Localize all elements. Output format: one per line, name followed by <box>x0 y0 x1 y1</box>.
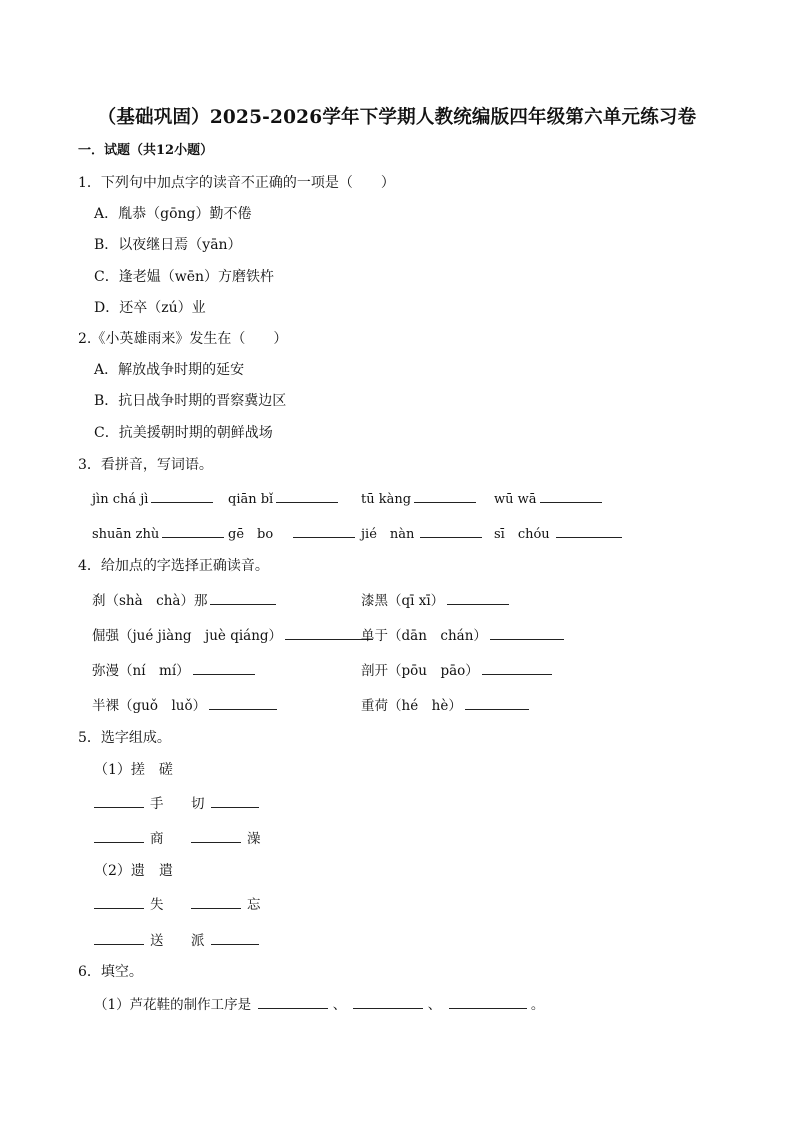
separator: 、 <box>427 997 442 1013</box>
reading-text: 刹（shà chà）那 <box>92 593 208 609</box>
reading-text: 单于（dān chán） <box>361 628 487 644</box>
answer-blank[interactable] <box>94 930 144 945</box>
question-5-part-2: （2）遗 遣 <box>94 863 173 879</box>
reading-item <box>361 625 564 646</box>
pinyin-item <box>228 488 338 510</box>
reading-text: 漆黑（qī xī） <box>361 593 445 609</box>
answer-blank[interactable] <box>540 488 602 503</box>
question-1-option-d[interactable]: D．还卒（zú）业 <box>94 300 206 316</box>
question-3-stem: 3．看拼音，写词语。 <box>78 457 213 473</box>
answer-blank[interactable] <box>94 793 144 808</box>
answer-blank[interactable] <box>490 625 564 640</box>
reading-item <box>92 590 276 611</box>
pinyin-item <box>92 523 224 545</box>
compose-item <box>191 828 261 849</box>
compose-item <box>94 793 164 814</box>
pinyin-item <box>494 488 602 510</box>
answer-blank[interactable] <box>285 625 373 640</box>
pinyin-text: gē bo <box>228 527 274 542</box>
answer-blank[interactable] <box>276 488 338 503</box>
compose-char: 切 <box>191 796 205 812</box>
pinyin-text: wū wā <box>494 492 537 507</box>
answer-blank[interactable] <box>191 828 241 843</box>
pinyin-text: jìn chá jì <box>92 492 149 507</box>
compose-char: 澡 <box>247 831 261 847</box>
reading-item <box>361 590 509 611</box>
answer-blank[interactable] <box>94 828 144 843</box>
compose-char: 商 <box>150 831 164 847</box>
fill-in-line <box>94 994 544 1015</box>
question-1-option-a[interactable]: A．胤恭（gōng）勤不倦 <box>94 206 252 222</box>
question-2-option-c[interactable]: C．抗美援朝时期的朝鲜战场 <box>94 425 273 441</box>
compose-item <box>94 930 164 951</box>
pinyin-text: shuān zhù <box>92 527 160 542</box>
reading-text: 重荷（hé hè） <box>361 698 462 714</box>
question-5-part-1: （1）搓 磋 <box>94 762 173 778</box>
section-heading: 一．试题（共12小题） <box>78 143 214 158</box>
reading-item <box>92 660 255 681</box>
pinyin-text: tū kàng <box>361 492 412 507</box>
answer-blank[interactable] <box>465 695 529 710</box>
page-title: （基础巩固）2025-2026学年下学期人教统编版四年级第六单元练习卷 <box>97 107 697 128</box>
answer-blank[interactable] <box>258 994 328 1009</box>
reading-text: 剖开（pōu pāo） <box>361 663 479 679</box>
pinyin-item <box>92 488 213 510</box>
question-2-stem: 2.《小英雄雨来》发生在（ ） <box>78 331 288 347</box>
answer-blank[interactable] <box>556 523 622 538</box>
compose-item <box>94 894 164 915</box>
answer-blank[interactable] <box>482 660 552 675</box>
question-2-option-a[interactable]: A．解放战争时期的延安 <box>94 362 245 378</box>
period: 。 <box>530 997 545 1013</box>
answer-blank[interactable] <box>447 590 509 605</box>
answer-blank[interactable] <box>353 994 423 1009</box>
reading-item <box>361 660 552 681</box>
fill-in-text: （1）芦花鞋的制作工序是 <box>94 997 252 1013</box>
compose-char: 忘 <box>247 897 261 913</box>
pinyin-item <box>228 523 355 545</box>
pinyin-item <box>361 488 476 510</box>
compose-item <box>191 793 259 814</box>
compose-item <box>191 930 259 951</box>
answer-blank[interactable] <box>162 523 224 538</box>
compose-char: 送 <box>150 933 164 949</box>
answer-blank[interactable] <box>191 894 241 909</box>
separator: 、 <box>332 997 347 1013</box>
answer-blank[interactable] <box>193 660 255 675</box>
answer-blank[interactable] <box>293 523 355 538</box>
pinyin-text: qiān bǐ <box>228 492 274 507</box>
pinyin-text: jié nàn <box>361 527 415 542</box>
answer-blank[interactable] <box>211 930 259 945</box>
reading-item <box>92 625 373 646</box>
question-6-stem: 6．填空。 <box>78 964 143 980</box>
answer-blank[interactable] <box>420 523 482 538</box>
compose-char: 派 <box>191 933 205 949</box>
answer-blank[interactable] <box>151 488 213 503</box>
compose-item <box>191 894 261 915</box>
compose-char: 失 <box>150 897 164 913</box>
question-5-stem: 5．选字组成。 <box>78 730 171 746</box>
reading-text: 倔强（jué jiàng juè qiáng） <box>92 628 283 644</box>
answer-blank[interactable] <box>414 488 476 503</box>
answer-blank[interactable] <box>210 590 276 605</box>
question-1-stem: 1．下列句中加点字的读音不正确的一项是（ ） <box>78 175 395 191</box>
reading-text: 弥漫（ní mí） <box>92 663 190 679</box>
pinyin-item <box>361 523 482 545</box>
pinyin-item <box>494 523 622 545</box>
pinyin-text: sī chóu <box>494 527 550 542</box>
answer-blank[interactable] <box>94 894 144 909</box>
question-4-stem: 4．给加点的字选择正确读音。 <box>78 558 269 574</box>
compose-char: 手 <box>150 796 164 812</box>
question-2-option-b[interactable]: B．抗日战争时期的晋察冀边区 <box>94 393 287 409</box>
reading-item <box>92 695 277 716</box>
answer-blank[interactable] <box>209 695 277 710</box>
question-1-option-c[interactable]: C．逢老媪（wēn）方磨铁杵 <box>94 269 274 285</box>
answer-blank[interactable] <box>449 994 527 1009</box>
reading-text: 半裸（guǒ luǒ） <box>92 698 207 714</box>
answer-blank[interactable] <box>211 793 259 808</box>
reading-item <box>361 695 529 716</box>
question-1-option-b[interactable]: B．以夜继日焉（yān） <box>94 237 242 253</box>
compose-item <box>94 828 164 849</box>
